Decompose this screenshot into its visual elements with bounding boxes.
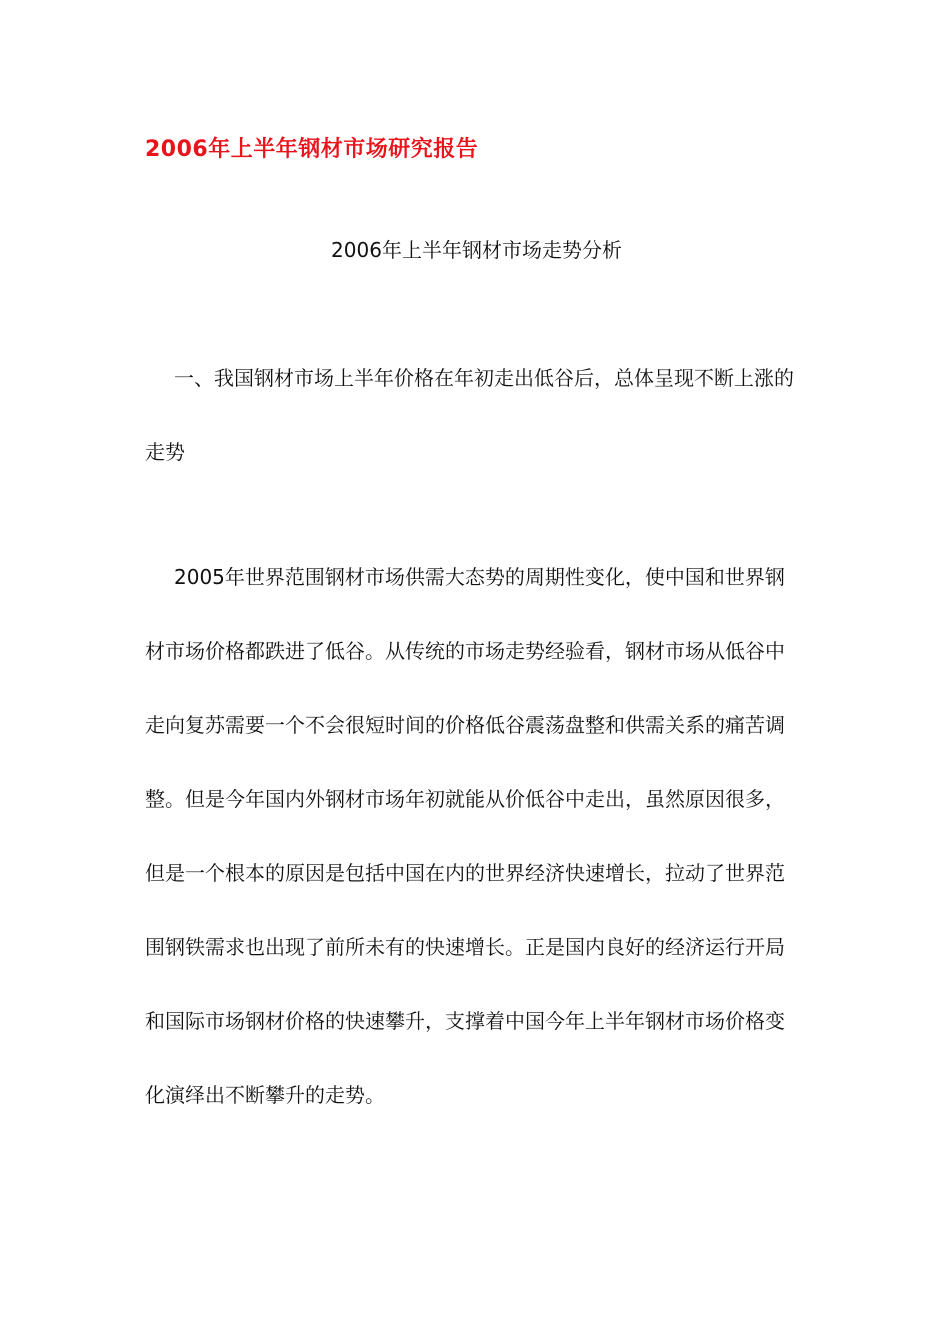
report-title: 2006年上半年钢材市场研究报告: [145, 137, 479, 162]
body-paragraph: 2005年世界范围钢材市场供需大态势的周期性变化，使中国和世界钢材市场价格都跌进了低谷。从传统的市场走势经验看，钢材市场从低谷中走向复苏需要一个不会很短时间的价格低谷震荡盘整和供需关系的痛苦调整。但是今年国内外钢材市场年初就能从价低谷中走出，虽然原因很多，但是一个根本的原因是包括中国在内的世界经济快速增长，拉动了世界范围钢铁需求也出现了前所未有的快速增长。正是国内良好的经济运行开局和国际市场钢材价格的快速攀升，支撑着中国今年上半年钢材市场价格变化演绎出不断攀升的走势。: [145, 565, 785, 1107]
section-subtitle: 2006年上半年钢材市场走势分析: [331, 238, 622, 262]
heading-paragraph: 一、我国钢材市场上半年价格在年初走出低谷后，总体呈现不断上涨的走势: [145, 366, 794, 464]
